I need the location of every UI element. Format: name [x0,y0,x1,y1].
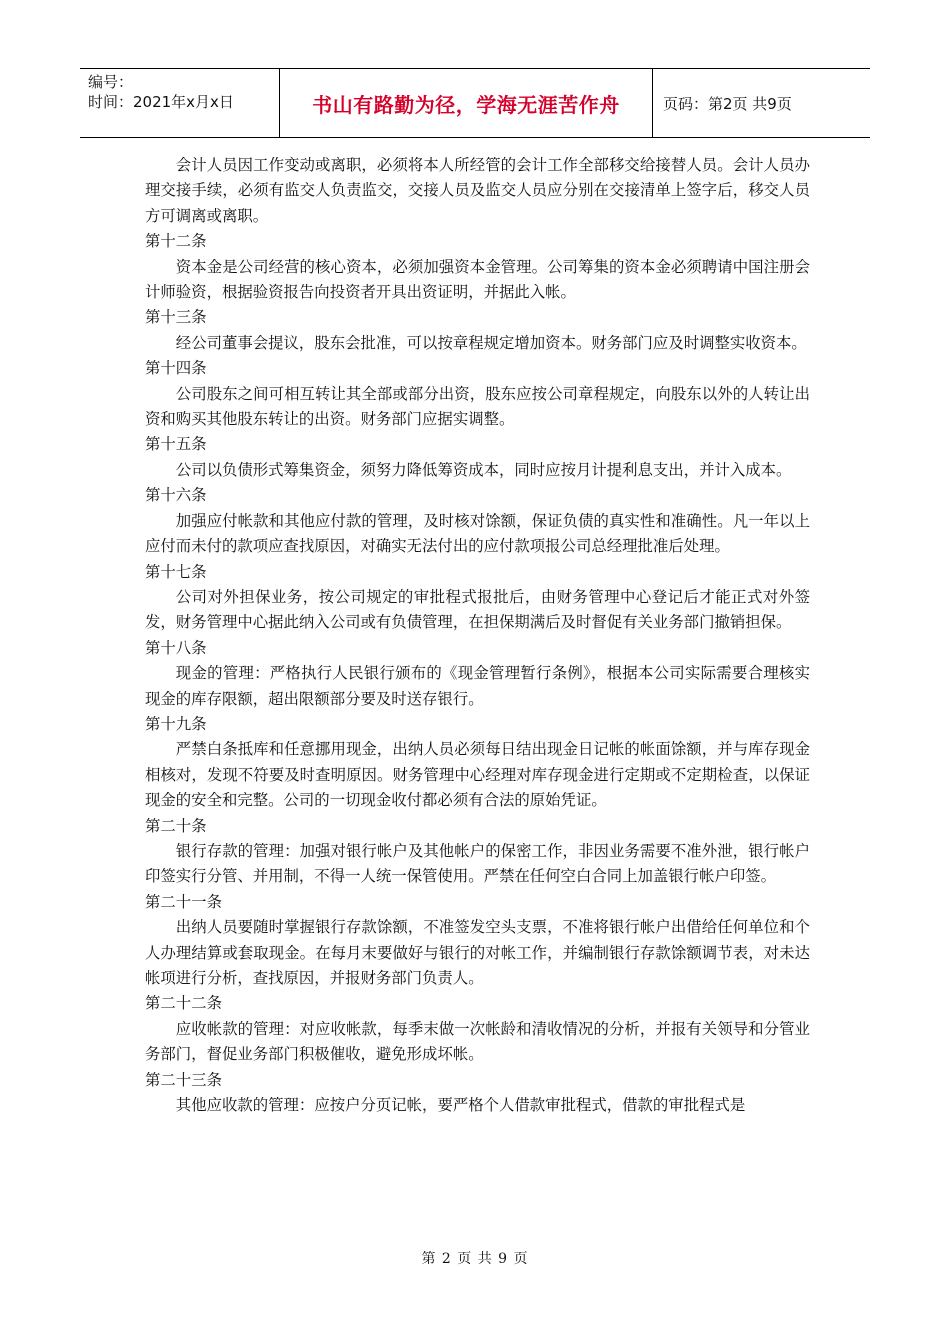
paragraph: 公司对外担保业务，按公司规定的审批程式报批后，由财务管理中心登记后才能正式对外签发，财务管理中心据此纳入公司或有负债管理，在担保期满后及时督促有关业务部门撤销担保。 [145,587,810,632]
paragraph: 出纳人员要随时掌握银行存款馀额，不准签发空头支票，不准将银行帐户出借给任何单位和个人办理结算或套取现金。在每月末要做好与银行的对帐工作，并编制银行存款馀额调节表，对未达帐项进行分析，查找原因，并报财务部门负责人。 [145,918,810,987]
paragraph: 公司股东之间可相互转让其全部或部分出资，股东应按公司章程规定，向股东以外的人转让出资和购买其他股东转让的出资。财务部门应据实调整。 [145,384,810,429]
paragraph: 银行存款的管理：加强对银行帐户及其他帐户的保密工作，非因业务需要不准外泄，银行帐户印签实行分管、并用制，不得一人统一保管使用。严禁在任何空白合同上加盖银行帐户印签。 [145,841,810,886]
article-heading: 第十七条 [145,562,207,581]
article-heading: 第十八条 [145,638,207,657]
article-heading: 第二十三条 [145,1070,222,1089]
article-heading: 第二十二条 [145,994,222,1013]
paragraph: 应收帐款的管理：对应收帐款，每季末做一次帐龄和清收情况的分析，并报有关领导和分管业务部门，督促业务部门积极催收，避免形成坏帐。 [145,1019,810,1064]
document-date: 时间：2021年x月x日 [88,93,234,111]
article-heading: 第十六条 [145,486,207,505]
paragraph: 资本金是公司经营的核心资本，必须加强资本金管理。公司筹集的资本金必须聘请中国注册会计师验资，根据验资报告向投资者开具出资证明，并据此入帐。 [145,257,810,302]
paragraph: 其他应收款的管理：应按户分页记帐，要严格个人借款审批程式，借款的审批程式是 [175,1096,746,1115]
article-heading: 第二十一条 [145,892,222,911]
page-header [80,68,870,138]
paragraph: 经公司董事会提议，股东会批准，可以按章程规定增加资本。财务部门应及时调整实收资本。 [175,333,807,352]
header-meta [80,69,280,137]
document-number-label: 编号： [88,73,134,91]
header-motto: 书山有路勤为径，学海无涯苦作舟 [280,69,653,137]
article-heading: 第十五条 [145,435,207,454]
article-heading: 第十三条 [145,308,207,327]
document-body [145,153,810,1118]
article-heading: 第十四条 [145,359,207,378]
paragraph: 会计人员因工作变动或离职，必须将本人所经管的会计工作全部移交给接替人员。会计人员办理交接手续，必须有监交人负责监交，交接人员及监交人员应分别在交接清单上签字后，移交人员方可调离或离职。 [145,156,810,225]
paragraph: 加强应付帐款和其他应付款的管理，及时核对馀额，保证负债的真实性和准确性。凡一年以上应付而未付的款项应查找原因，对确实无法付出的应付款项报公司总经理批准后处理。 [145,511,810,556]
page-footer: 第 2 页 共 9 页 [421,1251,529,1267]
header-page-number: 页码：第2页 共9页 [663,94,792,113]
paragraph: 现金的管理：严格执行人民银行颁布的《现金管理暂行条例》，根据本公司实际需要合理核实现金的库存限额，超出限额部分要及时送存银行。 [145,664,810,708]
paragraph: 严禁白条抵库和任意挪用现金，出纳人员必须每日结出现金日记帐的帐面馀额，并与库存现金相核对，发现不符要及时查明原因。财务管理中心经理对库存现金进行定期或不定期检查，以保证现金的安全和完整。公司的一切现金收付都必须有合法的原始凭证。 [145,740,810,810]
paragraph: 公司以负债形式筹集资金，须努力降低筹资成本，同时应按月计提利息支出，并计入成本。 [175,460,792,479]
article-heading: 第十二条 [145,232,207,251]
article-heading: 第二十条 [145,816,207,835]
article-heading: 第十九条 [145,714,207,733]
